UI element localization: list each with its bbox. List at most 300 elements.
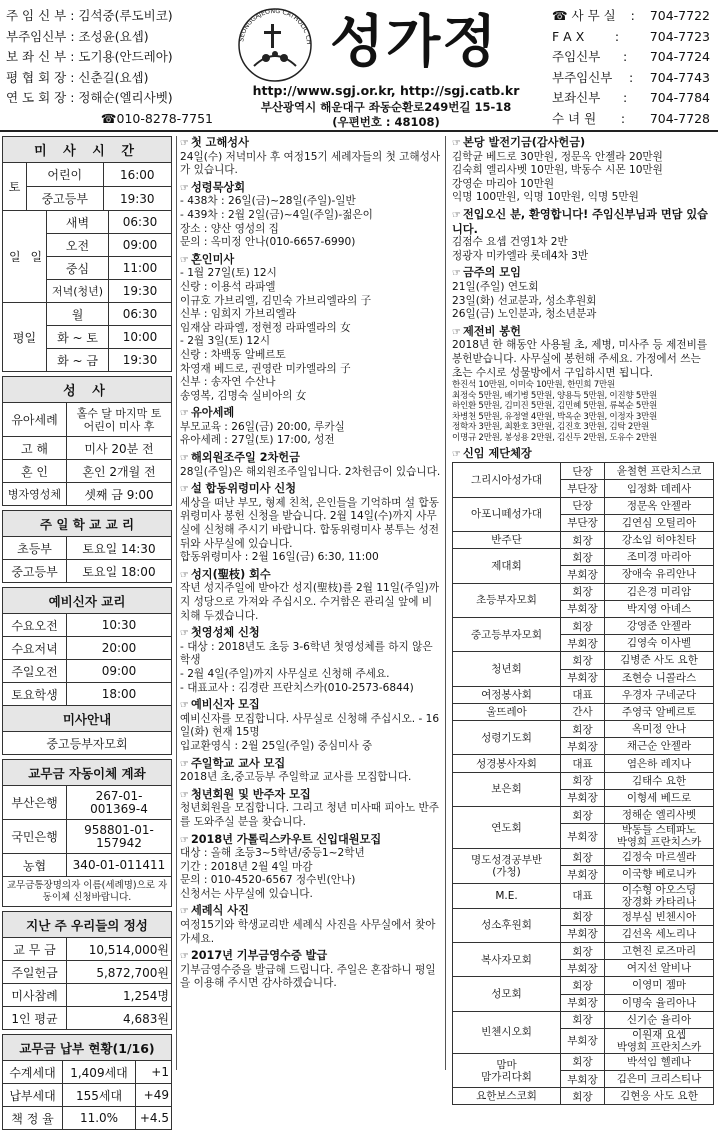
- catechumen-title: 예비신자 교리: [3, 588, 172, 614]
- sunday-school-title: 주 일 학 교 교 리: [3, 511, 172, 537]
- role: 부단장: [561, 514, 605, 531]
- mass-time: 10:00: [109, 326, 172, 349]
- pointing-hand-icon: ☞: [452, 268, 461, 280]
- announcement-heading-row: [180, 698, 442, 713]
- role: 회장: [561, 532, 605, 549]
- group-name: 맘마 맘가리다회: [453, 1053, 561, 1087]
- leader-name: 김은미 크리스티나: [605, 1071, 714, 1088]
- announcement-body: 예비신자를 모집합니다. 사무실로 신청해 주십시오. - 16일(화) 현재 15명 입교환영식 : 2월 25일(주일) 중심미사 중: [180, 712, 440, 752]
- contact-label: 부주임신부: [552, 69, 613, 85]
- leader-name: 주영국 알베르토: [605, 703, 714, 720]
- role: 간사: [561, 703, 605, 720]
- church-logo: [226, 6, 324, 84]
- auto-transfer-note: 교무금통장명의자 이름(세례명)으로 자동이체 신청바랍니다.: [3, 877, 172, 907]
- sunday-label: 일: [3, 211, 27, 303]
- role: 대표: [561, 686, 605, 703]
- sacrament-name: 유아세례: [3, 403, 67, 437]
- leader-row: [453, 849, 714, 866]
- leader-name: 신기순 율리아: [605, 1011, 714, 1028]
- bank-name: 농협: [3, 854, 67, 877]
- pointing-hand-icon: ☞: [180, 700, 189, 712]
- new-leaders-article: [452, 447, 714, 462]
- offering-stats-table: [2, 911, 172, 1030]
- leader-name: 장애숙 유리안나: [605, 566, 714, 583]
- class-name: 수요저녁: [3, 637, 67, 660]
- announcement-title: 2017년 기부금영수증 발급: [190, 949, 328, 963]
- mass-time: 16:00: [119, 167, 155, 182]
- mass-time: 06:30: [109, 211, 172, 234]
- announcement: [180, 833, 442, 902]
- class-time: 토요일 18:00: [67, 560, 172, 583]
- leader-name: 김병준 사도 요한: [605, 652, 714, 669]
- article-heading: 신임 제단체장: [462, 446, 532, 460]
- pointing-hand-icon: ☞: [180, 453, 189, 465]
- class-name: 토요학생: [3, 683, 67, 706]
- group-name: 연도회: [453, 807, 561, 849]
- leader-name: 여지선 알비나: [605, 960, 714, 977]
- leader-row: [453, 942, 714, 959]
- leader-row: [453, 532, 714, 549]
- role: 회장: [561, 977, 605, 994]
- group-name: 아포니떼성가대: [453, 497, 561, 531]
- stat-value: 4,683원: [67, 1007, 172, 1030]
- pointing-hand-icon: ☞: [180, 628, 189, 640]
- role: 회장: [561, 721, 605, 738]
- announcement: [180, 626, 442, 695]
- announcement-body: 기부금영수증을 발급해 드립니다. 주일은 혼잡하니 평일을 이용해 주시면 감사하겠습니다.: [180, 963, 436, 990]
- group-name: 복사자모회: [453, 942, 561, 976]
- clergy-line: 주 임 신 부 : 김석중(루도비코): [6, 8, 173, 23]
- pointing-hand-icon: ☞: [180, 182, 189, 194]
- announcement-title: 주일학교 교사 모집: [190, 756, 286, 770]
- pointing-hand-icon: ☞: [452, 448, 461, 460]
- announcement: [180, 949, 442, 991]
- role: 부회장: [561, 824, 605, 849]
- announcement: [180, 253, 442, 404]
- role: 회장: [561, 807, 605, 824]
- article-body: 김점수 요셉 건영1차 2반 정광자 미카엘라 롯데4차 3반: [452, 236, 589, 262]
- account-number: 340-01-011411: [67, 854, 172, 877]
- announcement-body: 2018년 초,중고등부 주일학교 교사를 모집합니다.: [180, 771, 412, 784]
- colon: :: [628, 69, 634, 85]
- leader-name: 윤철현 프란치스코: [605, 463, 714, 480]
- donor-list: 한진석 10만원, 이미숙 10만원, 한민희 7만원 최정숙 5만원, 배기병 5만원, 양용득 5만원, 이진향 5만원 하인환 5만원, 김미진 5만원, 김민혜 5만원, 류복순 5만원 차병천 5만원, 유정열 4만원, 박옥순 3만원, 이정자 3만원 정학자 3만원, 최환호 3만원, 김진호 3만원, 김탁 2만원 이명규 2만원, 봉성용 2만원, 김신두 2만원, 도유수 2만원: [452, 380, 658, 444]
- leader-name: 조미경 마리아: [605, 549, 714, 566]
- dues-value: 1,409세대: [63, 1061, 136, 1084]
- role: 부회장: [561, 789, 605, 806]
- mass-name: 새벽: [47, 211, 109, 234]
- announcement: [180, 406, 442, 448]
- announcement-body: 28일(주일)은 해외원조주일입니다. 2차헌금이 있습니다.: [180, 465, 441, 478]
- article-heading: 전입오신 분, 환영합니다! 주임신부님과 면담 있습니다.: [452, 207, 708, 236]
- leader-row: [453, 807, 714, 824]
- announcement: [180, 757, 442, 785]
- article-body: 2018년 한 해동안 사용될 초, 제병, 미사주 등 제전비를 봉헌받습니다. 사무실에 봉헌해 주세요. 가정에서 쓰는 초는 수시로 성물방에서 구입하시면 됩니다.: [452, 339, 708, 379]
- account-number: 267-01- 001369-4: [67, 786, 172, 820]
- leader-row: [453, 652, 714, 669]
- announcement-body: - 1월 27일(토) 12시 신랑 : 이용석 라파엘 이규호 가브리엘, 김민숙 가브리엘라의 子 신부 : 임희지 가브리엘라 임재삼 라파엘, 정현정 라파엘라의 女 - 2월 3일(토) 12시 신랑 : 차백동 알베르토 차영재 베드로, 권영란 미카엘라의 子 신부 : 송자연 수산나 송영복, 김명숙 실비아의 女: [180, 267, 372, 402]
- saturday-label: 토: [3, 163, 27, 211]
- stat-label: 주일헌금: [3, 961, 67, 984]
- class-name: 초등부: [3, 537, 67, 560]
- leader-name: 박동들 스테파노 박영희 프란치스카: [605, 824, 714, 849]
- leader-name: 이국향 베로니카: [605, 866, 714, 883]
- leader-row: [453, 617, 714, 634]
- pointing-hand-icon: ☞: [180, 906, 189, 918]
- group-name: 제대회: [453, 549, 561, 583]
- stat-label: 미사참례: [3, 984, 67, 1007]
- role: 회장: [561, 1053, 605, 1070]
- leader-name: 채근순 안젤라: [605, 738, 714, 755]
- role: 부회장: [561, 566, 605, 583]
- postal-code: (우편번호 : 48108): [332, 115, 440, 129]
- announcement-heading-row: [180, 949, 442, 964]
- article-heading: 본당 발전기금(감사헌금): [462, 136, 586, 149]
- sacraments-table: [2, 376, 172, 506]
- catechumen-table: [2, 587, 172, 755]
- colon: :: [620, 110, 626, 126]
- sacrament-info: 미사 20분 전: [67, 437, 172, 460]
- article-body: 김학균 베드로 30만원, 정문옥 안젤라 20만원 김숙희 엘리사벳 10만원, 박동수 시몬 10만원 강영순 마리아 10만원 익명 100만원, 익명 10만원, 익명 5만원: [452, 150, 663, 204]
- group-name: 중고등부자모회: [453, 617, 561, 651]
- dues-delta: +4.5: [136, 1107, 172, 1130]
- announcement: [180, 904, 442, 946]
- leader-row: [453, 772, 714, 789]
- dues-status-table: [2, 1034, 172, 1130]
- leader-name: 김은경 미리암: [605, 583, 714, 600]
- clergy-line: 평 협 회 장 : 신춘길(요셉): [6, 69, 149, 85]
- leader-name: 이명숙 율리아나: [605, 994, 714, 1011]
- leader-name: 이수형 아오스딩 장경화 카타리나: [605, 883, 714, 908]
- role: 회장: [561, 908, 605, 925]
- leader-name: 정해순 엘리사벳: [605, 807, 714, 824]
- contact-label: ☎ 사 무 실: [552, 8, 616, 23]
- group-name: 명도성경공부반 (가청): [453, 849, 561, 883]
- announcement: [180, 181, 442, 250]
- role: 단장: [561, 497, 605, 514]
- contact-line: [552, 6, 710, 27]
- role: 부회장: [561, 925, 605, 942]
- website-urls[interactable]: http://www.sgj.or.kr, http://sgj.catb.kr: [252, 83, 520, 98]
- bulletin-header: [0, 0, 718, 132]
- group-name: 청년회: [453, 652, 561, 686]
- leader-name: 조현승 니콜라스: [605, 669, 714, 686]
- mass-title: 미 사 시 간: [3, 137, 172, 163]
- contact-number[interactable]: 704-7724: [649, 49, 710, 64]
- role: 회장: [561, 583, 605, 600]
- stat-label: 1인 평균: [3, 1007, 67, 1030]
- role: 대표: [561, 883, 605, 908]
- mass-name: 어린이: [27, 163, 103, 186]
- announcement-body: 세상을 떠난 부모, 형제 친척, 은인들을 기억하며 설 합동위령미사 봉헌 신청을 받습니다. 2월 14일(수)까지 사무실에 신청해 주시기 바랍니다. 합동위령미사 봉투는 성전 뒤와 사무실에 있습니다. 합동위령미사 : 2월 16일(금) 6:30, 11:00: [180, 496, 439, 564]
- announcement: [180, 698, 442, 753]
- leader-name: 이원재 요셉 박영희 프란치스카: [605, 1028, 714, 1053]
- mass-name: 화 ~ 토: [47, 326, 109, 349]
- role: 회장: [561, 549, 605, 566]
- leader-name: 임정화 데레사: [605, 480, 714, 497]
- colon: :: [614, 28, 620, 44]
- role: 부회장: [561, 669, 605, 686]
- announcement: [180, 788, 442, 830]
- pointing-hand-icon: ☞: [180, 951, 189, 963]
- leader-name: 김정숙 마르셀라: [605, 849, 714, 866]
- class-time: 10:30: [67, 614, 172, 637]
- contact-line: [552, 109, 710, 130]
- announcement-title: 청년회원 및 반주자 모집: [190, 787, 311, 801]
- leader-name: 옥미정 안나: [605, 721, 714, 738]
- announcement-heading-row: [180, 626, 442, 641]
- group-name: 초등부자모회: [453, 583, 561, 617]
- leader-name: 정부심 빈첸시아: [605, 908, 714, 925]
- announcement-heading-row: [180, 904, 442, 919]
- class-name: 주일오전: [3, 660, 67, 683]
- auto-transfer-title: 교무금 자동이체 계좌: [3, 760, 172, 786]
- group-name: M.E.: [453, 883, 561, 908]
- role: 회장: [561, 1011, 605, 1028]
- role: 부회장: [561, 994, 605, 1011]
- dues-delta: +1: [136, 1061, 172, 1084]
- mass-time: 19:30: [119, 191, 155, 206]
- contact-label: 수 녀 원: [552, 110, 597, 126]
- church-address: 부산광역시 해운대구 좌동순환로249번길 15-18: [260, 100, 512, 114]
- announcement-body: - 438차 : 26일(금)~28일(주일)-일반 - 439차 : 2월 2일(금)~4일(주일)-젊은이 장소 : 양산 영성의 집 문의 : 옥미정 안나(010-6657-6990): [180, 195, 373, 249]
- announcement-body: 대상 : 올해 초등3~5학년/중등1~2학년 기간 : 2018년 2월 4일 마감 문의 : 010-4520-6567 정수빈(안나) 신청서는 사무실에 있습니다.: [180, 847, 365, 900]
- role: 회장: [561, 942, 605, 959]
- group-name: 성소후원회: [453, 908, 561, 942]
- leader-row: [453, 703, 714, 720]
- leader-row: [453, 755, 714, 772]
- sacrament-info: 셋째 금 9:00: [67, 483, 172, 506]
- group-name: 여정봉사회: [453, 686, 561, 703]
- stat-value: 1,254명: [67, 984, 172, 1007]
- leader-row: [453, 686, 714, 703]
- leader-row: [453, 883, 714, 908]
- announcement-title: 설 합동위령미사 신청: [190, 482, 297, 496]
- announcement-title: 2018년 가톨릭스카우트 신입대원모집: [190, 832, 382, 846]
- pointing-hand-icon: ☞: [180, 484, 189, 496]
- contact-number[interactable]: 704-7722: [649, 8, 710, 23]
- role: 회장: [561, 617, 605, 634]
- contact-line: [552, 68, 710, 89]
- pointing-hand-icon: ☞: [180, 254, 189, 266]
- contact-label: 보좌신부: [552, 90, 601, 105]
- welcome-article: [452, 208, 714, 263]
- role: 부회장: [561, 1071, 605, 1088]
- account-number: 958801-01- 157942: [67, 820, 172, 854]
- role: 부회장: [561, 960, 605, 977]
- pointing-hand-icon: ☞: [180, 834, 189, 846]
- leader-row: [453, 463, 714, 480]
- leader-name: 김선옥 세노리나: [605, 925, 714, 942]
- article-heading: 금주의 모임: [462, 266, 521, 280]
- role: 부단장: [561, 480, 605, 497]
- pointing-hand-icon: ☞: [452, 138, 461, 149]
- dues-label: 책 정 율: [3, 1107, 63, 1130]
- announcement-title: 성령묵상회: [190, 180, 246, 194]
- leader-name: 강영준 안젤라: [605, 617, 714, 634]
- announcement: [180, 568, 442, 623]
- contact-line: [552, 88, 710, 109]
- role: 부회장: [561, 600, 605, 617]
- mass-guide-title: 미사안내: [3, 706, 172, 732]
- sacrament-info: 혼인 2개월 전: [67, 460, 172, 483]
- role: 회장: [561, 772, 605, 789]
- leader-row: [453, 583, 714, 600]
- auto-transfer-table: [2, 759, 172, 907]
- clergy-list: [6, 6, 221, 129]
- bank-name: 부산은행: [3, 786, 67, 820]
- bulletin-title: 성가정: [330, 9, 499, 75]
- leader-name: 우경자 구네군다: [605, 686, 714, 703]
- role: 부회장: [561, 738, 605, 755]
- announcement-body: - 대상 : 2018년도 초등 3-6학년 첫영성체를 하지 않은 학생 - 2월 4일(주일)까지 사무실로 신청해 주세요. - 대표교사 : 김경란 프란치스카(010-2573-6844): [180, 640, 433, 694]
- announcement-title: 혼인미사: [190, 252, 235, 266]
- announcement-title: 해외원조주일 2차헌금: [190, 451, 300, 465]
- pointing-hand-icon: ☞: [180, 789, 189, 801]
- mass-time: 06:30: [109, 303, 172, 326]
- article-heading: 제전비 봉헌: [462, 324, 521, 338]
- pointing-hand-icon: ☞: [180, 569, 189, 581]
- clergy-line: ☎010-8278-7751: [100, 110, 213, 126]
- group-name: 보은회: [453, 772, 561, 806]
- announcement-heading-row: [180, 788, 442, 803]
- dues-title: 교무금 납부 현황(1/16): [3, 1035, 172, 1061]
- leader-row: [453, 721, 714, 738]
- sacrament-name: 병자영성체: [3, 483, 67, 506]
- mass-time: 09:00: [109, 234, 172, 257]
- stat-label: 교 무 금: [3, 938, 67, 961]
- announcement-heading-row: [180, 253, 442, 268]
- class-time: 20:00: [67, 637, 172, 660]
- leader-row: [453, 908, 714, 925]
- sacrament-name: 고 해: [3, 437, 67, 460]
- article-body: 21일(주일) 연도회 23일(화) 선교분과, 성소후원회 26일(금) 노인분과, 청소년분과: [452, 280, 597, 321]
- announcement-heading-row: [180, 451, 442, 466]
- contact-number[interactable]: 704-7743: [649, 69, 710, 85]
- sunday-school-table: [2, 510, 172, 583]
- group-name: 성모회: [453, 977, 561, 1011]
- announcement-body: 부모교육 : 26일(금) 20:00, 루카실 유아세례 : 27일(토) 17:00, 성전: [180, 420, 345, 447]
- clergy-line: 부주임신부 : 조성윤(요셉): [6, 28, 149, 44]
- contact-label: F A X: [552, 28, 585, 44]
- leader-row: [453, 977, 714, 994]
- group-name: 요한보스코회: [453, 1088, 561, 1105]
- leader-row: [453, 1053, 714, 1070]
- mass-time: 11:00: [109, 257, 172, 280]
- offering-article: [452, 325, 714, 444]
- pointing-hand-icon: ☞: [452, 209, 461, 221]
- announcement-body: 24일(수) 저녁미사 후 여정15기 세례자들의 첫 고해성사가 있습니다.: [180, 150, 441, 177]
- class-time: 09:00: [67, 660, 172, 683]
- sunday-label-2: 일: [27, 211, 47, 303]
- mass-name: 화 ~ 금: [47, 349, 109, 372]
- announcement-heading-row: [180, 833, 442, 848]
- announcement-body: 청년회원을 모집합니다. 그리고 청년 미사때 피아노 반주를 도와주실 분을 찾습니다.: [180, 802, 439, 828]
- contact-line: [552, 27, 710, 48]
- logo-text: SEONGGAJEONG CATHOLIC CH: [238, 7, 313, 45]
- announcement-heading-row: [180, 181, 442, 196]
- announcement-title: 유아세례: [190, 406, 235, 420]
- colon: :: [622, 49, 628, 64]
- announcement-title: 첫영성체 신청: [190, 626, 260, 640]
- pointing-hand-icon: ☞: [180, 758, 189, 770]
- dues-value: 155세대: [63, 1084, 136, 1107]
- contact-line: [552, 47, 710, 68]
- class-time: 토요일 14:30: [67, 537, 172, 560]
- announcement-heading-row: [180, 136, 442, 151]
- leader-name: 김영숙 이사벨: [605, 635, 714, 652]
- fund-article: [452, 136, 714, 205]
- stat-value: 5,872,700원: [67, 961, 172, 984]
- contact-label: 주임신부: [552, 49, 601, 64]
- stat-value: 10,514,000원: [67, 938, 172, 961]
- announcement-title: 성지(聖枝) 회수: [190, 567, 271, 581]
- left-column: [2, 136, 172, 1126]
- right-column: [450, 136, 716, 1103]
- leader-name: 강소임 히야친타: [605, 532, 714, 549]
- bank-name: 국민은행: [3, 820, 67, 854]
- mass-name: 오전: [47, 234, 109, 257]
- leader-name: 김연심 오틸리아: [605, 514, 714, 531]
- contact-number[interactable]: 704-7728: [649, 110, 710, 126]
- leader-name: 박석임 헬레나: [605, 1053, 714, 1070]
- dues-label: 수계세대: [3, 1061, 63, 1084]
- leader-row: [453, 497, 714, 514]
- announcement-title: 예비신자 모집: [190, 698, 260, 712]
- mass-name: 중고등부: [27, 187, 103, 210]
- mass-guide-group: 중고등부자모회: [3, 732, 172, 755]
- announcement: [180, 136, 442, 178]
- leader-name: 정문옥 안젤라: [605, 497, 714, 514]
- leader-name: 박지영 아녜스: [605, 600, 714, 617]
- class-time: 18:00: [67, 683, 172, 706]
- class-name: 중고등부: [3, 560, 67, 583]
- weekday-label: 평일: [3, 303, 47, 372]
- group-name: 성경봉사자회: [453, 755, 561, 772]
- announcement-heading-row: [180, 568, 442, 583]
- leader-name: 이영미 젬마: [605, 977, 714, 994]
- leaders-table: [452, 462, 714, 1105]
- sunday-mass-table: [2, 210, 172, 303]
- group-name: 울뜨레아: [453, 703, 561, 720]
- offering-title: 지난 주 우리들의 정성: [3, 912, 172, 938]
- sacrament-name: 혼 인: [3, 460, 67, 483]
- leader-row: [453, 1088, 714, 1105]
- announcement-title: 첫 고해성사: [190, 136, 249, 149]
- group-name: 빈첸시오회: [453, 1011, 561, 1053]
- class-name: 수요오전: [3, 614, 67, 637]
- mass-name: 중심: [47, 257, 109, 280]
- colon: :: [622, 90, 628, 105]
- leader-name: 김태수 요한: [605, 772, 714, 789]
- role: 단장: [561, 463, 605, 480]
- announcement: [180, 482, 442, 565]
- mass-time: 19:30: [109, 349, 172, 372]
- mass-time: 19:30: [109, 280, 172, 303]
- contact-number[interactable]: 704-7784: [649, 90, 710, 105]
- contact-list: [552, 6, 710, 129]
- announcement-heading-row: [180, 482, 442, 497]
- colon: :: [630, 8, 635, 23]
- dues-value: 11.0%: [63, 1107, 136, 1130]
- announcement-body: 여정15기와 학생교리반 세례식 사진을 사무실에서 찾아 가세요.: [180, 919, 436, 945]
- group-name: 성령기도회: [453, 721, 561, 755]
- leader-name: 고현진 로즈마리: [605, 942, 714, 959]
- contact-number[interactable]: 704-7723: [649, 28, 710, 44]
- announcement: [180, 451, 442, 479]
- leader-name: 이형세 베드로: [605, 789, 714, 806]
- role: 회장: [561, 1088, 605, 1105]
